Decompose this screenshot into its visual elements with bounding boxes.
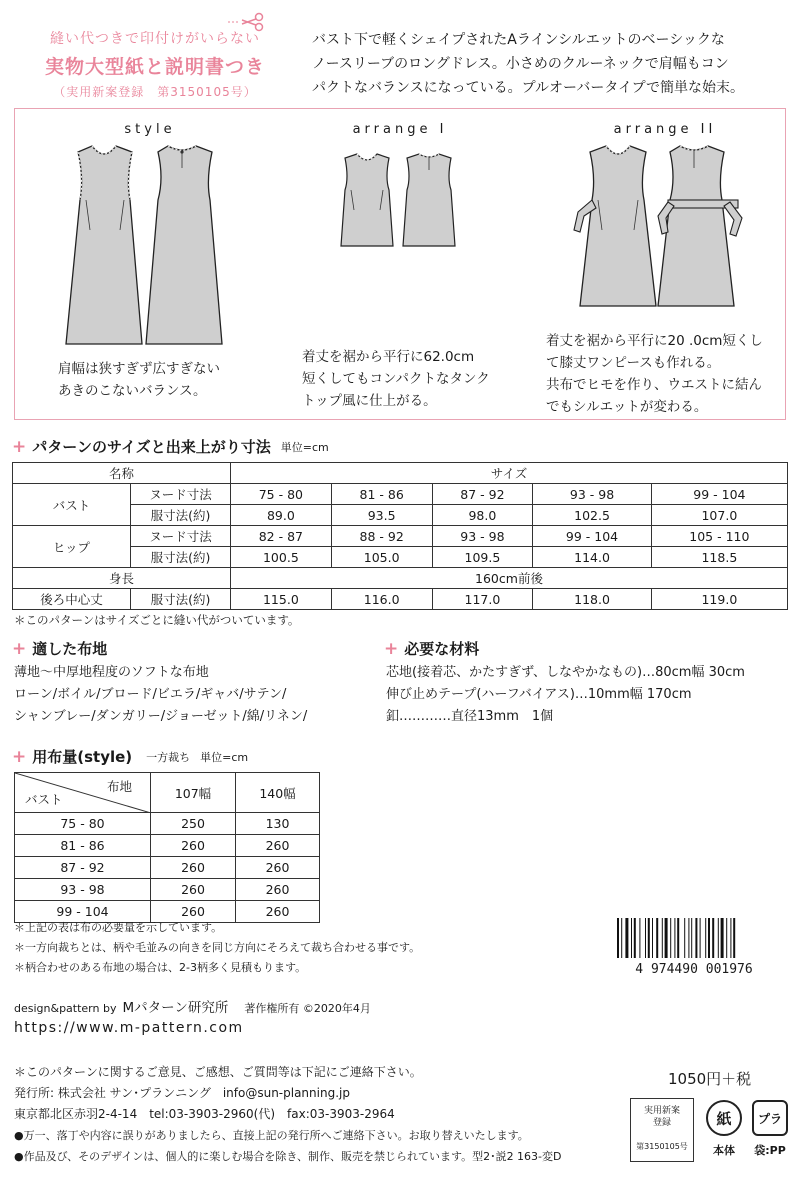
plus-icon: + bbox=[12, 638, 27, 659]
barcode-bar bbox=[726, 918, 727, 958]
plus-icon: + bbox=[12, 436, 27, 457]
plus-icon: + bbox=[12, 746, 27, 767]
plus-icon: + bbox=[384, 638, 399, 659]
barcode-bar bbox=[645, 918, 646, 958]
banner-line-3: （実用新案登録 第3150105号） bbox=[53, 85, 257, 99]
barcode-bar bbox=[674, 918, 675, 958]
yardage-table: 布地 バスト 107幅 140幅 75 - 80 250 130 81 - 86 260 260 87 - 92 260 260 93 - 98 260 260 99 - 104 260 260 bbox=[14, 772, 320, 923]
size-section-heading: + パターンのサイズと出来上がり寸法 単位=cm bbox=[12, 436, 329, 457]
paper-recycle-icon: 紙 bbox=[706, 1100, 742, 1136]
fabric-list: 薄地〜中厚地程度のソフトな布地 ローン/ボイル/ブロード/ビエラ/ギャバ/サテン/ シャンブレー/ダンガリー/ジョーゼット/綿/リネン/ bbox=[14, 665, 308, 724]
barcode-number: 4 974490 001976 bbox=[635, 962, 753, 977]
website-link[interactable]: https://www.m-pattern.com bbox=[14, 1020, 244, 1036]
barcode-bar bbox=[695, 918, 697, 958]
price: 1050円＋税 bbox=[668, 1070, 752, 1088]
barcode-bar bbox=[662, 918, 663, 958]
barcode-bar bbox=[733, 918, 735, 958]
size-note: ＊このパターンはサイズごとに縫い代がついています。 bbox=[14, 613, 300, 627]
utility-model-badge: 実用新案 登録 第3150105号 bbox=[630, 1098, 694, 1162]
table-row: 75 - 80 250 130 bbox=[15, 813, 320, 835]
arrange1-caption: 着丈を裾から平行に62.0cm 短くしてもコンパクトなタンク トップ風に仕上がる。 bbox=[302, 349, 490, 409]
barcode-bar bbox=[648, 918, 650, 958]
barcode-bar bbox=[691, 918, 692, 958]
table-row: 99 - 104 260 260 bbox=[15, 901, 320, 923]
barcode-bar bbox=[688, 918, 689, 958]
barcode-bar bbox=[721, 918, 724, 958]
barcode-bar bbox=[656, 918, 658, 958]
table-row: 93 - 98 260 260 bbox=[15, 879, 320, 901]
footer-contact: ＊このパターンに関するご意見、ご感想、ご質問等は下記にご連絡下さい。 発行所: 株式会社 サン･プランニング info@sun-planning.jp 東京都北区赤羽2-4-14 tel:03-3903-2960(代) fax:03-3903-2964 ●万一、落丁や内容に誤りがありましたら、直接上記の発行所へご連絡下さい。お取り替えいたします。 ●作品及び、そのデザインは、個人的に楽しむ場合を除き、制作、販売を禁じられています。型2･説2 163-変D bbox=[14, 1065, 562, 1163]
body-label: 本体 bbox=[713, 1144, 735, 1157]
barcode-bar bbox=[665, 918, 668, 958]
yardage-corner-cell: 布地 バスト bbox=[15, 773, 151, 813]
barcode-bar bbox=[621, 918, 622, 958]
arrange1-tank-illustration bbox=[335, 150, 465, 250]
yardage-notes: ＊上記の表は布の必要量を示しています。 ＊一方向裁ちとは、柄や毛並みの向きを同じ方向にそろえて裁ち合わせる事です。 ＊柄合わせのある布地の場合は、2-3柄多く見積もります。 bbox=[14, 921, 421, 974]
barcode-bar bbox=[708, 918, 710, 958]
barcode-bar bbox=[718, 918, 719, 958]
style-caption: 肩幅は狭すぎず広すぎない あきのこないバランス。 bbox=[58, 361, 220, 399]
bag-label: 袋:PP bbox=[754, 1144, 786, 1157]
barcode-bar bbox=[625, 918, 628, 958]
barcode-bar bbox=[730, 918, 731, 958]
barcode-bar bbox=[684, 918, 685, 958]
barcode-bar bbox=[634, 918, 636, 958]
barcode-bar bbox=[670, 918, 671, 958]
materials-list: 芯地(接着芯、かたすぎず、しなやかなもの)…80cm幅 30cm 伸び止めテープ(ハーフバイアス)…10mm幅 170cm 釦…………直径13mm 1個 bbox=[386, 665, 745, 724]
arrange2-dress-illustration bbox=[570, 140, 750, 315]
barcode-bar bbox=[677, 918, 679, 958]
yardage-heading: + 用布量(style) 一方裁ち 単位=cm bbox=[12, 746, 249, 767]
arrange2-caption: 着丈を裾から平行に20 .0cm短くし て膝丈ワンピースも作れる。 共布でヒモを作り、ウエストに結ん でもシルエットが変わる。 bbox=[546, 333, 763, 415]
scissors-icon bbox=[228, 12, 268, 32]
barcode-bar bbox=[700, 918, 701, 958]
size-table: 名称 サイズ バスト ヌード寸法 75 - 80 81 - 86 87 - 92 93 - 98 99 - 104 服寸法(約) 89.0 93.5 98.0 102.5 107.0 ヒップ ヌード寸法 82 - 87 88 - 92 93 - 98 99 - 104 105 - 110 服寸法(約) 100.5 105.0 109.5 114.0 118.5 身長 160cm前後 後ろ中心丈 服寸法(約) 115.0 116.0 117.0 118.0 119.0 bbox=[12, 462, 788, 610]
materials-heading: + 必要な材料 bbox=[384, 638, 480, 659]
style-dress-illustration bbox=[60, 140, 250, 350]
barcode-bar bbox=[617, 918, 619, 958]
banner-line-1: 縫い代つきで印付けがいらない bbox=[50, 31, 260, 47]
table-row: 81 - 86 260 260 bbox=[15, 835, 320, 857]
arrange2-title: arrange II bbox=[613, 122, 717, 137]
table-row: 87 - 92 260 260 bbox=[15, 857, 320, 879]
barcode bbox=[615, 918, 775, 958]
fabric-heading: + 適した布地 bbox=[12, 638, 108, 659]
style-title: style bbox=[124, 122, 176, 137]
barcode-bar bbox=[639, 918, 640, 958]
barcode-bar bbox=[631, 918, 632, 958]
pattern-banner bbox=[40, 28, 270, 100]
plastic-recycle-icon: プラ bbox=[752, 1100, 788, 1136]
arrange1-title: arrange I bbox=[352, 122, 448, 137]
design-credit: design&pattern by Mパターン研究所 著作権所有 ©2020年4月 bbox=[14, 1000, 371, 1016]
barcode-bar bbox=[705, 918, 706, 958]
barcode-bar bbox=[652, 918, 653, 958]
banner-line-2: 実物大型紙と説明書つき bbox=[44, 56, 265, 78]
intro-text: バスト下で軽くシェイプされたAラインシルエットのベーシックな ノースリーブのロングドレス。小さめのクルーネックで肩幅もコン パクトなバランスになっている。プルオーバータイプで簡単な始末。 bbox=[312, 32, 745, 96]
barcode-bar bbox=[712, 918, 714, 958]
